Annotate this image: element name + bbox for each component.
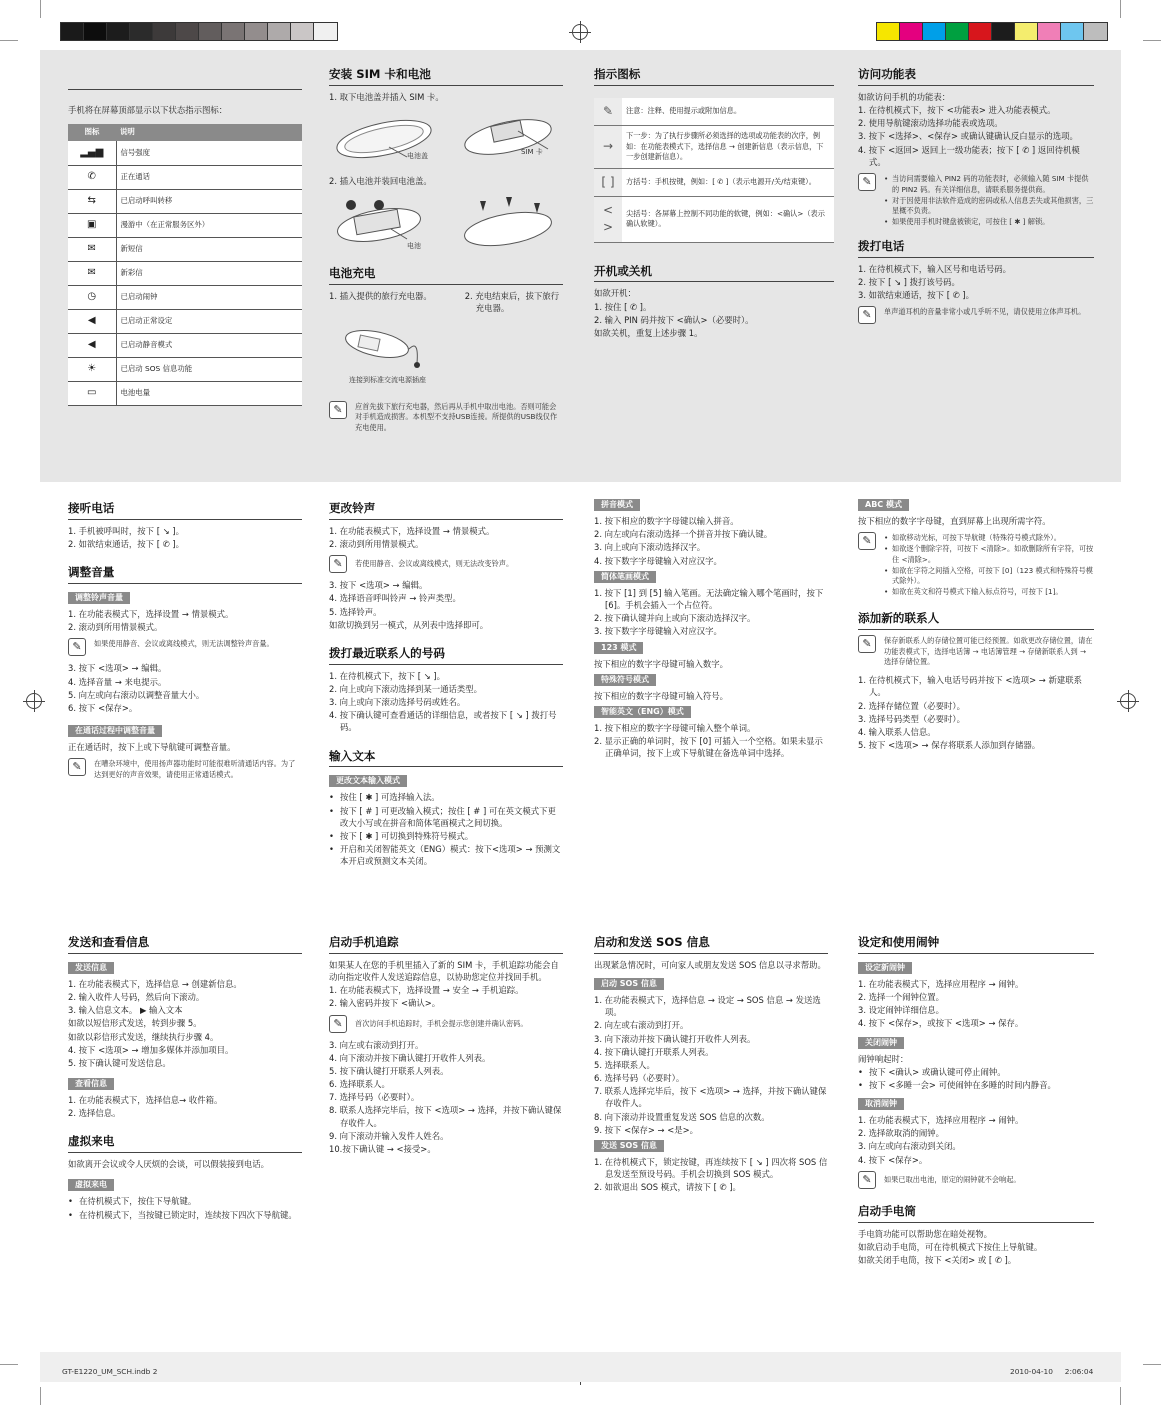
subsection-label: ABC 模式 <box>858 499 909 511</box>
list-item: 1. 在功能表模式下，选择应用程序 → 闹钟。 <box>858 978 1024 989</box>
subsection-label: 拼音模式 <box>594 499 640 511</box>
calibration-bar-right <box>876 22 1108 41</box>
caption-battery-cover: 电池盖 <box>407 151 428 160</box>
subsection-label: 123 模式 <box>594 642 643 654</box>
color-swatch <box>1015 23 1038 40</box>
list-item: 2. 按下 [ ↘ ] 拨打该号码。 <box>858 276 960 287</box>
status-icon: ⇆ <box>68 189 116 213</box>
color-swatch <box>176 23 199 40</box>
list-item: • 按下 [ ✱ ] 可切换到特殊符号模式。 <box>329 830 563 842</box>
table-row <box>594 98 834 126</box>
list-item: 3. 按下 <选项> → 编辑。 <box>68 663 167 674</box>
list-item: 9. 向下滚动并输入发件人姓名。 <box>329 1130 449 1141</box>
list-item: • 按下 [ # ] 可更改输入模式；按住 [ # ] 可在英文模式下更改大小写或在拼音和简体笔画模式之间切换。 <box>329 805 563 829</box>
calibration-bar-left <box>60 22 338 41</box>
status-icons-intro: 手机将在屏幕顶部显示以下状态指示图标： <box>68 105 228 115</box>
list-item: 手电筒功能可以帮助您在暗处视物。 <box>858 1228 992 1239</box>
list-item: • 按下 <确认> 或确认键可停止闹钟。 <box>858 1066 1094 1078</box>
crop-mark <box>0 40 18 41</box>
symbol-desc: 注意：注释、使用提示或附加信息。 <box>622 98 834 126</box>
list-item: 2. 输入密码并按下 <确认>。 <box>329 998 441 1009</box>
status-icon: ✉ <box>68 261 116 285</box>
symbols-column <box>594 66 834 340</box>
section-title: 安装 SIM 卡和电池 <box>329 66 563 86</box>
list-item: 4. 按下数字字母键输入对应汉字。 <box>594 555 722 566</box>
status-desc: 新短信 <box>116 237 302 261</box>
status-icon: ▭ <box>68 381 116 405</box>
caption-ac-outlet: 连接到标准交流电源插座 <box>349 375 426 384</box>
table-row <box>68 333 302 357</box>
status-icon: ▣ <box>68 213 116 237</box>
abc-contact-column <box>858 496 1094 752</box>
cover-replace-illustration <box>458 193 558 255</box>
status-desc: 信号强度 <box>116 141 302 165</box>
list-item: 6. 选择联系人。 <box>329 1079 390 1090</box>
status-icon: ✆ <box>68 165 116 189</box>
color-swatch <box>61 23 84 40</box>
list-item: • 开启和关闭智能英文（ENG）模式：按下<选项> → 预测文本开启或预测文本关闭。 <box>329 843 563 867</box>
table-row <box>594 168 834 196</box>
step-text: 2. 充电结束后，拔下旅行充电器。 <box>464 290 560 314</box>
ring-note <box>329 555 563 573</box>
header-rule <box>68 80 302 90</box>
caption-battery: 电池 <box>407 242 421 251</box>
caption-sim-card: SIM 卡 <box>521 147 543 156</box>
list-item: 5. 按下确认键可发送信息。 <box>68 1057 171 1068</box>
registration-mark-top <box>572 24 588 40</box>
note-text: 应首先拔下旅行充电器，然后再从手机中取出电池。否则可能会对手机造成损害。本机型不支持USB连接。所提供的USB线仅作充电使用。 <box>355 401 558 433</box>
crop-mark <box>0 1364 18 1365</box>
sos-column <box>594 934 828 1195</box>
sim-battery-column <box>329 66 563 440</box>
list-item: 4. 按下 <保存>。 <box>858 1154 928 1165</box>
table-row <box>68 309 302 333</box>
list-item: 1. 按下相应的数字字母键可输入整个单词。 <box>594 722 756 733</box>
body-text: 按下相应的数字字母键可输入数字。 <box>594 658 728 669</box>
list-item: 4. 选择语音呼叫铃声 → 铃声类型。 <box>329 593 461 604</box>
list-item: 1. 在待机模式下，输入电话号码并按下 <选项> → 新建联系人。 <box>858 675 1082 698</box>
note-icon: ✎ <box>329 1015 347 1033</box>
symbol-icon: ✎ <box>594 98 622 126</box>
color-swatch <box>1061 23 1084 40</box>
call-volume-note <box>68 758 302 781</box>
note-icon: ✎ <box>68 758 86 776</box>
section-title: 设定和使用闹钟 <box>858 934 1094 954</box>
list-item: 2. 向左或右滚动到打开。 <box>594 1020 689 1031</box>
note-text: 如果使用静音、会议或离线模式，则无法调整铃声音量。 <box>94 639 274 649</box>
list-item: • 在待机模式下，当按键已锁定时，连续按下四次下导航键。 <box>68 1209 302 1221</box>
symbol-desc: 下一步：为了执行步骤所必须选择的选项或功能表的次序，例如：在功能表模式下，选择信息 → 创建新信息（表示信息，下一步创建新信息）。 <box>622 126 834 168</box>
body-text: 出现紧急情况时，可向家人或朋友发送 SOS 信息以寻求帮助。 <box>594 959 826 970</box>
list-item: 1. 在待机模式下，按下 [ ↘ ]。 <box>329 670 445 681</box>
color-swatch <box>1084 23 1107 40</box>
table-row <box>68 213 302 237</box>
list-item: 2. 按下确认键并向上或向下滚动选择汉字。 <box>594 613 756 624</box>
crop-mark <box>40 0 41 18</box>
list-item: 2. 滚动到所用情景模式。 <box>329 538 424 549</box>
color-swatch <box>291 23 314 40</box>
step-text: 1. 取下电池盖并插入 SIM 卡。 <box>329 91 444 102</box>
track-note <box>329 1015 563 1033</box>
status-desc: 已启动静音模式 <box>116 333 302 357</box>
list-item: 5. 选择铃声。 <box>329 606 382 617</box>
status-desc: 已启动正常设定 <box>116 309 302 333</box>
list-item: 1. 在功能表模式下，选择设置 → 安全 → 手机追踪。 <box>329 985 524 996</box>
col-header-icon: 图标 <box>68 124 116 141</box>
subsection-label: 设定新闹钟 <box>858 962 912 974</box>
note-icon: ✎ <box>329 401 347 419</box>
section-title: 启动和发送 SOS 信息 <box>594 934 828 954</box>
section-title: 虚拟来电 <box>68 1133 302 1153</box>
list-item: 2. 如欲结束通话，按下 [ ✆ ]。 <box>68 538 184 549</box>
crop-mark <box>1143 1364 1161 1365</box>
note-icon: ✎ <box>858 173 876 191</box>
list-item: 3. 向左或向右滚动到关闭。 <box>858 1141 961 1152</box>
list-item: 1. 按住 [ ✆ ]。 <box>594 301 652 312</box>
abc-notes <box>858 532 1094 598</box>
section-title: 更改铃声 <box>329 500 563 520</box>
note-icon: ✎ <box>858 532 876 550</box>
list-item: • 如欲移动光标，可按下导航键（特殊符号模式除外）。 <box>884 533 1094 544</box>
charge-note <box>329 401 563 434</box>
list-item: 4. 按下 <保存>，或按下 <选项> → 保存。 <box>858 1018 1024 1029</box>
step-text: 2. 插入电池并装回电池盖。 <box>329 175 432 186</box>
list-item: 3. 向左或右滚动到打开。 <box>329 1039 424 1050</box>
col-header-desc: 说明 <box>116 124 302 141</box>
call-note <box>858 306 1094 324</box>
alarm-note <box>858 1171 1094 1189</box>
status-icon: ☀ <box>68 357 116 381</box>
input-modes-column <box>594 496 828 760</box>
list-item: 如欲启动手电筒，可在待机模式下按住上导航键。 <box>858 1241 1043 1252</box>
list-item: • 按下 <多睡一会> 可使闹钟在多睡的时间内静音。 <box>858 1079 1094 1091</box>
status-icon-table <box>68 124 302 406</box>
section-title: 发送和查看信息 <box>68 934 302 954</box>
symbols-table <box>594 98 834 243</box>
note-icon: ✎ <box>858 1171 876 1189</box>
list-item: 3. 向下滚动并按下确认键打开收件人列表。 <box>594 1033 756 1044</box>
footer-timestamp: 2010-04-10 ㅤ 2:06:04 <box>1010 1367 1094 1376</box>
list-item: • 按住 [ ✱ ] 可选择输入法。 <box>329 791 563 803</box>
list-item: 3. 输入信息文本。 ▶ 输入文本 <box>68 1005 183 1016</box>
footer-band <box>40 1352 1121 1382</box>
list-item: 2. 选择存储位置（必要时）。 <box>858 700 965 711</box>
volume-note <box>68 638 302 656</box>
section-title: 接听电话 <box>68 500 302 520</box>
subsection-label: 取消闹钟 <box>858 1098 904 1110</box>
battery-insert-illustration <box>329 193 444 255</box>
note-text: 单声道耳机的音量非常小或几乎听不见，请仅使用立体声耳机。 <box>884 307 1086 317</box>
subsection-label: 启动 SOS 信息 <box>594 978 664 990</box>
note-text: 如果已取出电池，原定的闹钟就不会响起。 <box>884 1174 1021 1184</box>
status-desc: 正在通话 <box>116 165 302 189</box>
list-item: 5. 按下 <选项> → 保存将联系人添加到存储器。 <box>858 740 1041 751</box>
contact-note <box>858 635 1094 668</box>
subsection-label: 特殊符号模式 <box>594 674 656 686</box>
list-item: 1. 手机被呼叫时，按下 [ ↘ ]。 <box>68 525 184 536</box>
body-text: 按下相应的数字字母键可输入符号。 <box>594 690 728 701</box>
color-swatch <box>84 23 107 40</box>
body-text: 如欲离开会议或令人厌烦的会谈，可以假装接到电话。 <box>68 1159 269 1170</box>
table-row <box>68 237 302 261</box>
color-swatch <box>969 23 992 40</box>
subsection-label: 智能英文（ENG）模式 <box>594 706 691 718</box>
list-item: 1. 在待机模式下，按下 <功能表> 进入功能表模式。 <box>858 104 1056 115</box>
list-item: 8. 联系人选择完毕后，按下 <选项> → 选择，并按下确认键保存收件人。 <box>329 1105 562 1128</box>
symbol-icon: < > <box>594 196 622 242</box>
list-item: • 如欲逐个删除字符，可按下 <清除>。如欲删除所有字符，可按住 <清除>。 <box>884 544 1094 566</box>
menu-intro: 如欲访问手机的功能表： <box>858 91 951 102</box>
list-item: 4. 输入联系人信息。 <box>858 726 936 737</box>
list-item: 1. 在待机模式下，锁定按键，再连续按下 [ ↘ ] 四次将 SOS 信息发送至预设号码。手机会切换到 SOS 模式。 <box>594 1157 828 1180</box>
table-row <box>594 196 834 242</box>
note-icon: ✎ <box>858 635 876 653</box>
registration-mark-left <box>26 693 42 709</box>
list-item: 6. 选择号码（必要时）。 <box>594 1073 685 1084</box>
list-item: 1. 在待机模式下，输入区号和电话号码。 <box>858 263 1012 274</box>
list-item: 3. 按下数字字母键输入对应汉字。 <box>594 626 722 637</box>
list-item: • 如果使用手机时键盘被锁定，可按住 [ ✱ ] 解锁。 <box>884 217 1094 228</box>
list-item: 4. 按下 <返回> 返回上一级功能表；按下 [ ✆ ] 返回待机模式。 <box>858 144 1080 167</box>
ringtone-input-column <box>329 500 563 869</box>
symbol-icon: [ ] <box>594 168 622 196</box>
list-item: 2. 选择信息。 <box>68 1108 121 1119</box>
menu-notes <box>858 173 1094 228</box>
list-item: 9. 按下 <保存> → <是>。 <box>594 1124 698 1135</box>
list-item: • 对于因使用非法软件造成的密码或私人信息丢失或其他损害，三星概不负责。 <box>884 196 1094 218</box>
color-swatch <box>222 23 245 40</box>
table-row <box>594 126 834 168</box>
body-text: 如欲切换到另一模式，从列表中选择即可。 <box>329 619 489 630</box>
list-item: 2. 显示正确的单词时，按下 [0] 可插入一个空格。如果未显示正确单词，按下上或下导航键在备选单词中选择。 <box>594 736 823 759</box>
list-item: 7. 联系人选择完毕后，按下 <选项> → 选择，并按下确认键保存收件人。 <box>594 1086 827 1109</box>
tracker-column <box>329 934 563 1156</box>
status-desc: 电池电量 <box>116 381 302 405</box>
list-item: • 当访问需要输入 PIN2 码的功能表时，必须输入随 SIM 卡提供的 PIN2 码。有关详细信息，请联系服务提供商。 <box>884 174 1094 196</box>
note-icon: ✎ <box>858 306 876 324</box>
status-desc: 已启动呼叫转移 <box>116 189 302 213</box>
subsection-label: 发送 SOS 信息 <box>594 1140 664 1152</box>
subsection-label: 虚拟来电 <box>68 1179 114 1191</box>
note-text: 在嘈杂环境中，使用扬声器功能时可能很难听清通话内容。为了达到更好的声音效果，请使用正常通话模式。 <box>94 759 296 780</box>
step-text: 1. 插入提供的旅行充电器。 <box>329 290 432 301</box>
status-icons-column <box>68 80 302 406</box>
list-item: 1. 在功能表模式下，选择设置 → 情景模式。 <box>329 525 495 536</box>
list-item: 1. 在功能表模式下，选择信息 → 设定 → SOS 信息 → 发送选项。 <box>594 994 821 1018</box>
list-item: 2. 输入 PIN 码并按下 <确认>（必要时）。 <box>594 314 754 325</box>
list-item: 4. 按下 <选项> → 增加多媒体并添加项目。 <box>68 1044 234 1055</box>
section-title: 启动手机追踪 <box>329 934 563 954</box>
note-text: 保存新联系人的存储位置可能已经预置。如欲更改存储位置，请在功能表模式下，选择电话簿 → 电话簿管理 → 存储新联系人到 → 选择存储位置。 <box>884 635 1093 667</box>
list-item: 4. 向下滚动并按下确认键打开收件人列表。 <box>329 1052 491 1063</box>
status-desc: 已启动闹钟 <box>116 285 302 309</box>
charger-illustration <box>337 319 437 369</box>
list-item: 1. 在功能表模式下，选择设置 → 情景模式。 <box>68 608 234 619</box>
subsection-label: 更改文本输入模式 <box>329 775 407 787</box>
list-item: 3. 按下 <选项> → 编辑。 <box>329 580 428 591</box>
color-swatch <box>900 23 923 40</box>
section-title: 拨打电话 <box>858 238 1094 258</box>
body-text: 闹钟响起时： <box>858 1053 909 1064</box>
messages-column <box>68 934 302 1222</box>
list-item: 2. 滚动到所用情景模式。 <box>68 622 163 633</box>
list-item: 2. 选择一个闹钟位置。 <box>858 991 945 1002</box>
section-title: 访问功能表 <box>858 66 1094 86</box>
list-item: 7. 选择号码（必要时）。 <box>329 1092 420 1103</box>
list-item: 2. 向上或向下滚动选择到某一通话类型。 <box>329 683 483 694</box>
list-item: 3. 向上或向下滚动选择汉字。 <box>594 542 706 553</box>
status-icon: ◀ <box>68 309 116 333</box>
color-swatch <box>1038 23 1061 40</box>
menu-column <box>858 66 1094 330</box>
list-item: 如欲以彩信形式发送，继续执行步骤 4。 <box>68 1031 219 1042</box>
list-item: 4. 按下确认键可查看通话的详细信息，或者按下 [ ↘ ] 拨打号码。 <box>329 710 557 733</box>
note-icon: ✎ <box>68 638 86 656</box>
list-item: 2. 输入收件人号码，然后向下滚动。 <box>68 991 205 1002</box>
note-text: 若使用静音、会议或离线模式，则无法改变铃声。 <box>355 559 514 569</box>
table-row <box>68 189 302 213</box>
symbol-icon: → <box>594 126 622 168</box>
table-row <box>68 141 302 165</box>
color-swatch <box>992 23 1015 40</box>
list-item: • 在待机模式下，按住下导航键。 <box>68 1195 302 1207</box>
list-item: 5. 向左或向右滚动以调整音量大小。 <box>68 689 205 700</box>
subsection-label: 关闭闹钟 <box>858 1037 904 1049</box>
list-item: 3. 按下 <选择>、<保存> 或确认键确认反白显示的选项。 <box>858 131 1078 142</box>
crop-mark <box>40 1387 41 1405</box>
list-item: 4. 选择音量 → 来电提示。 <box>68 676 167 687</box>
table-row <box>68 285 302 309</box>
sim-slot-illustration <box>458 109 558 169</box>
status-desc: 已启动 SOS 信息功能 <box>116 357 302 381</box>
table-row <box>68 381 302 405</box>
table-row <box>68 261 302 285</box>
registration-mark-right <box>1120 693 1136 709</box>
section-title: 调整音量 <box>68 564 302 584</box>
section-title: 电池充电 <box>329 265 563 285</box>
list-item: 1. 在功能表模式下，选择信息→ 收件箱。 <box>68 1095 223 1106</box>
subsection-label: 发送信息 <box>68 962 114 974</box>
list-item: • 如欲在字符之间插入空格，可按下 [0]（123 模式和特殊符号模式除外）。 <box>884 566 1094 588</box>
subsection-label: 调整铃声音量 <box>68 592 130 604</box>
list-item: 2. 使用导航键滚动选择功能表或选项。 <box>858 118 1003 129</box>
list-item: 2. 向左或向右滚动选择一个拼音并按下确认键。 <box>594 529 773 540</box>
color-swatch <box>946 23 969 40</box>
list-item: 如欲关闭手电筒，按下 <关闭> 或 [ ✆ ]。 <box>858 1255 1017 1266</box>
color-swatch <box>314 23 337 40</box>
list-item: 1. 按下 [1] 到 [5] 输入笔画。无法确定输入哪个笔画时，按下 [6]。手机会插入一个占位符。 <box>594 587 824 610</box>
list-item: 4. 按下确认键打开联系人列表。 <box>594 1046 714 1057</box>
status-icon: ◷ <box>68 285 116 309</box>
list-item: 1. 在功能表模式下，选择应用程序 → 闹钟。 <box>858 1115 1024 1126</box>
list-item: 5. 按下确认键打开联系人列表。 <box>329 1065 449 1076</box>
battery-figure <box>329 193 563 255</box>
list-item: 6. 按下 <保存>。 <box>68 702 138 713</box>
color-swatch <box>107 23 130 40</box>
color-swatch <box>923 23 946 40</box>
crop-mark <box>1120 0 1121 18</box>
list-item: 3. 选择号码类型（必要时）。 <box>858 713 965 724</box>
note-text: 首次访问手机追踪时，手机会提示您创建并确认密码。 <box>355 1018 528 1028</box>
body-text: 如果某人在您的手机里插入了新的 SIM 卡，手机追踪功能会自动向指定收件人发送追踪信息，以协助您定位并找回手机。 <box>329 959 559 982</box>
list-item: 10.按下确认键 → <接受>。 <box>329 1144 436 1155</box>
status-icon: ◀ <box>68 333 116 357</box>
color-swatch <box>245 23 268 40</box>
list-item: 3. 向上或向下滚动选择号码或姓名。 <box>329 697 466 708</box>
body-text: 正在通话时，按下上或下导航键可调整音量。 <box>68 742 236 753</box>
list-item: 如欲开机： <box>594 288 636 299</box>
status-icon: ✉ <box>68 237 116 261</box>
section-title: 添加新的联系人 <box>858 610 1094 630</box>
list-item: 1. 按下相应的数字字母键以输入拼音。 <box>594 516 739 526</box>
color-swatch <box>268 23 291 40</box>
footer-filename: GT-E1220_UM_SCH.indb 2 <box>62 1367 158 1376</box>
table-row <box>68 165 302 189</box>
list-item: 1. 在功能表模式下，选择信息 → 创建新信息。 <box>68 978 242 989</box>
sim-figure <box>329 109 563 169</box>
section-title: 指示图标 <box>594 66 834 86</box>
color-swatch <box>130 23 153 40</box>
note-icon: ✎ <box>329 555 347 573</box>
list-item: 5. 选择联系人。 <box>594 1059 655 1070</box>
list-item: 3. 如欲结束通话，按下 [ ✆ ]。 <box>858 290 974 301</box>
list-item: 2. 如欲退出 SOS 模式，请按下 [ ✆ ]。 <box>594 1182 741 1193</box>
alarm-column <box>858 934 1094 1267</box>
list-item: 8. 向下滚动并设置重复发送 SOS 信息的次数。 <box>594 1111 770 1122</box>
section-title: 输入文本 <box>329 748 563 768</box>
subsection-label: 简体笔画模式 <box>594 571 656 583</box>
subsection-label: 查看信息 <box>68 1078 114 1090</box>
list-item: 2. 选择欲取消的闹钟。 <box>858 1128 945 1139</box>
list-item: 3. 设定闹钟详细信息。 <box>858 1005 945 1016</box>
table-row <box>68 357 302 381</box>
subsection-label: 在通话过程中调整音量 <box>68 725 162 737</box>
status-icon: ▂▄▆ <box>68 141 116 165</box>
status-desc: 漫游中（在正常服务区外） <box>116 213 302 237</box>
section-title: 开机或关机 <box>594 263 834 283</box>
color-swatch <box>199 23 222 40</box>
color-swatch <box>153 23 176 40</box>
crop-mark <box>1120 1387 1121 1405</box>
symbol-desc: 方括号：手机按键，例如：[ ✆ ]（表示电源开/关/结束键）。 <box>622 168 834 196</box>
symbol-desc: 尖括号：各屏幕上控制不同功能的软键，例如：<确认>（表示确认软键）。 <box>622 196 834 242</box>
answer-volume-column <box>68 500 302 787</box>
body-text: 按下相应的数字字母键，直到屏幕上出现所需字符。 <box>858 516 1051 526</box>
section-title: 启动手电筒 <box>858 1203 1094 1223</box>
crop-mark <box>1143 40 1161 41</box>
status-desc: 新彩信 <box>116 261 302 285</box>
list-item: 如欲关机，重复上述步骤 1。 <box>594 328 703 339</box>
section-title: 拨打最近联系人的号码 <box>329 645 563 665</box>
list-item: • 如欲在英文和符号模式下输入标点符号，可按下 [1]。 <box>884 587 1094 598</box>
color-swatch <box>877 23 900 40</box>
list-item: 如欲以短信形式发送，转到步骤 5。 <box>68 1018 202 1029</box>
